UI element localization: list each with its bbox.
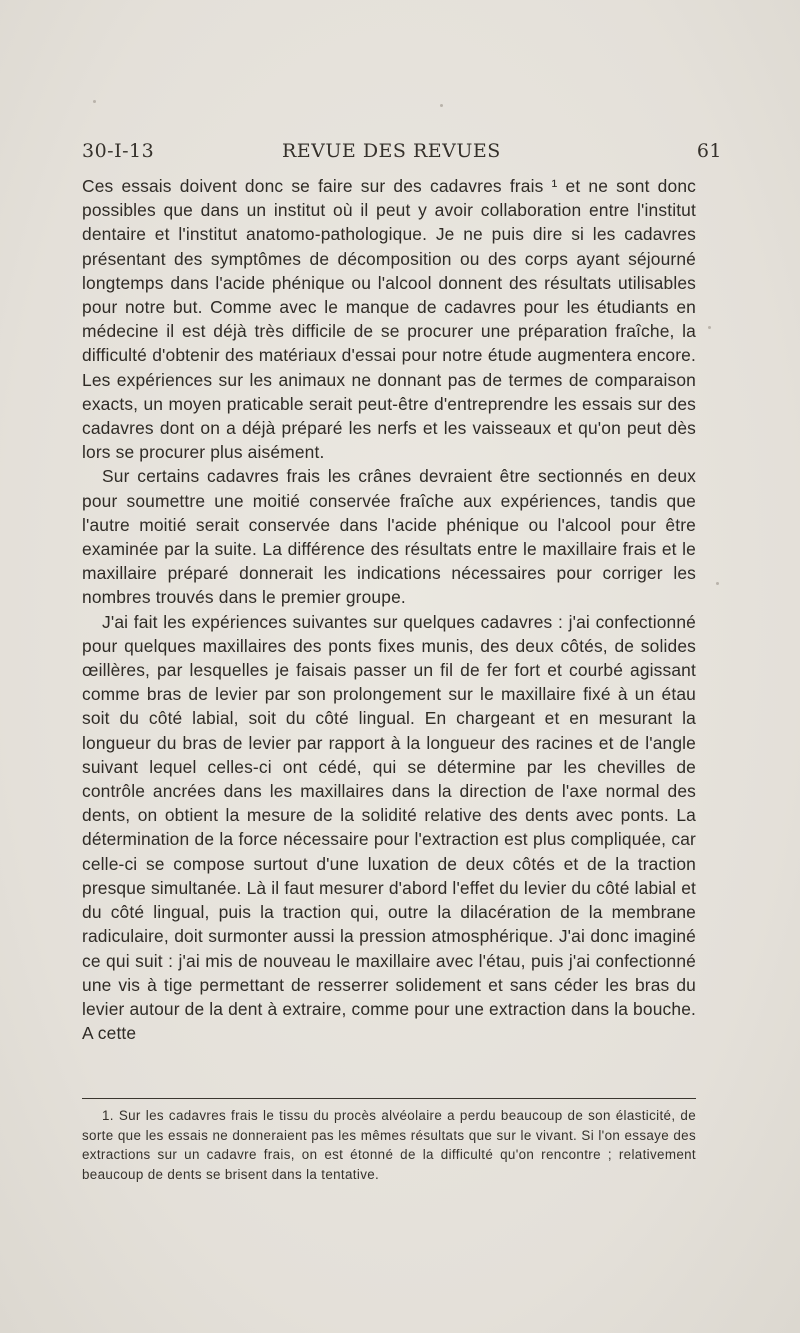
paper-speck [440, 104, 443, 107]
paper-speck [708, 326, 711, 329]
page-header [82, 140, 722, 168]
running-title: REVUE DES REVUES [282, 140, 501, 162]
paper-speck [716, 582, 719, 585]
footnote-separator [82, 1098, 696, 1099]
paragraph: Sur certains cadavres frais les crânes devraient être sectionnés en deux pour soumettre une moitié conservée fraîche aux expériences, tandis que l'autre moitié serait conservée dans l'acide phénique ou l'alcool pour être examinée par la suite. La différence des résultats entre le maxillaire frais et le maxillaire préparé donnerait les indications nécessaires pour corriger les nombres trouvés dans le premier groupe. [82, 466, 696, 608]
issue-date: 30-I-13 [82, 140, 155, 162]
page-number: 61 [696, 140, 722, 162]
body-text [82, 174, 696, 1045]
paper-speck [93, 100, 96, 103]
footnote [82, 1106, 696, 1184]
paragraph: Ces essais doivent donc se faire sur des cadavres frais ¹ et ne sont donc possibles que dans un institut où il peut y avoir collaboration entre l'institut dentaire et l'institut anatomo-pathologique. Je ne puis dire si les cadavres présentant des symptômes de décomposition ou des corps ayant séjourné longtemps dans l'acide phénique ou l'alcool donnent des résultats utilisables pour notre but. Comme avec le manque de cadavres pour les étudiants en médecine il est déjà très difficile de se procurer une préparation fraîche, la difficulté d'obtenir des matériaux d'essai pour notre étude augmentera encore. Les expériences sur les animaux ne donnant pas de termes de comparaison exacts, un moyen praticable serait peut-être d'entreprendre les essais sur des cadavres dont on a déjà préparé les nerfs et les vaisseaux et qu'on peut dès lors se procurer plus aisément. [82, 176, 696, 463]
paragraph: J'ai fait les expériences suivantes sur quelques cadavres : j'ai confectionné pour quelques maxillaires des ponts fixes munis, des deux côtés, de solides œillères, par lesquelles je faisais passer un fil de fer fort et courbé agissant comme bras de levier par son prolongement sur le maxillaire fixé à un étau soit du côté labial, soit du côté lingual. En chargeant et en mesurant la longueur du bras de levier par rapport à la longueur des racines et de l'angle suivant lequel celles-ci ont cédé, qui se détermine par les chevilles de contrôle ancrées dans les maxillaires dans la direction de l'axe normal des dents, on obtient la mesure de la solidité relative des dents avec ponts. La détermination de la force nécessaire pour l'extraction est plus compliquée, car celle-ci se compose surtout d'une luxation de deux côtés et de la traction presque simultanée. Là il faut mesurer d'abord l'effet du levier du côté labial et du côté lingual, puis la traction qui, outre la dilacération de la membrane radiculaire, doit surmonter aussi la pression atmosphérique. J'ai donc imaginé ce qui suit : j'ai mis de nouveau le maxillaire avec l'étau, puis j'ai confectionné une vis à tige permettant de resserrer solidement et sans céder les bras du levier autour de la dent à extraire, comme pour une extraction dans la bouche. A cette [82, 611, 696, 1044]
footnote-text: 1. Sur les cadavres frais le tissu du procès alvéolaire a perdu beaucoup de son élasticité, de sorte que les essais ne donneraient pas les mêmes résultats que sur le vivant. Si l'on essaye des extractions sur un cadavre frais, on est étonné de la difficulté qu'on rencontre ; relativement beaucoup de dents se brisent dans la tentative. [82, 1108, 696, 1182]
